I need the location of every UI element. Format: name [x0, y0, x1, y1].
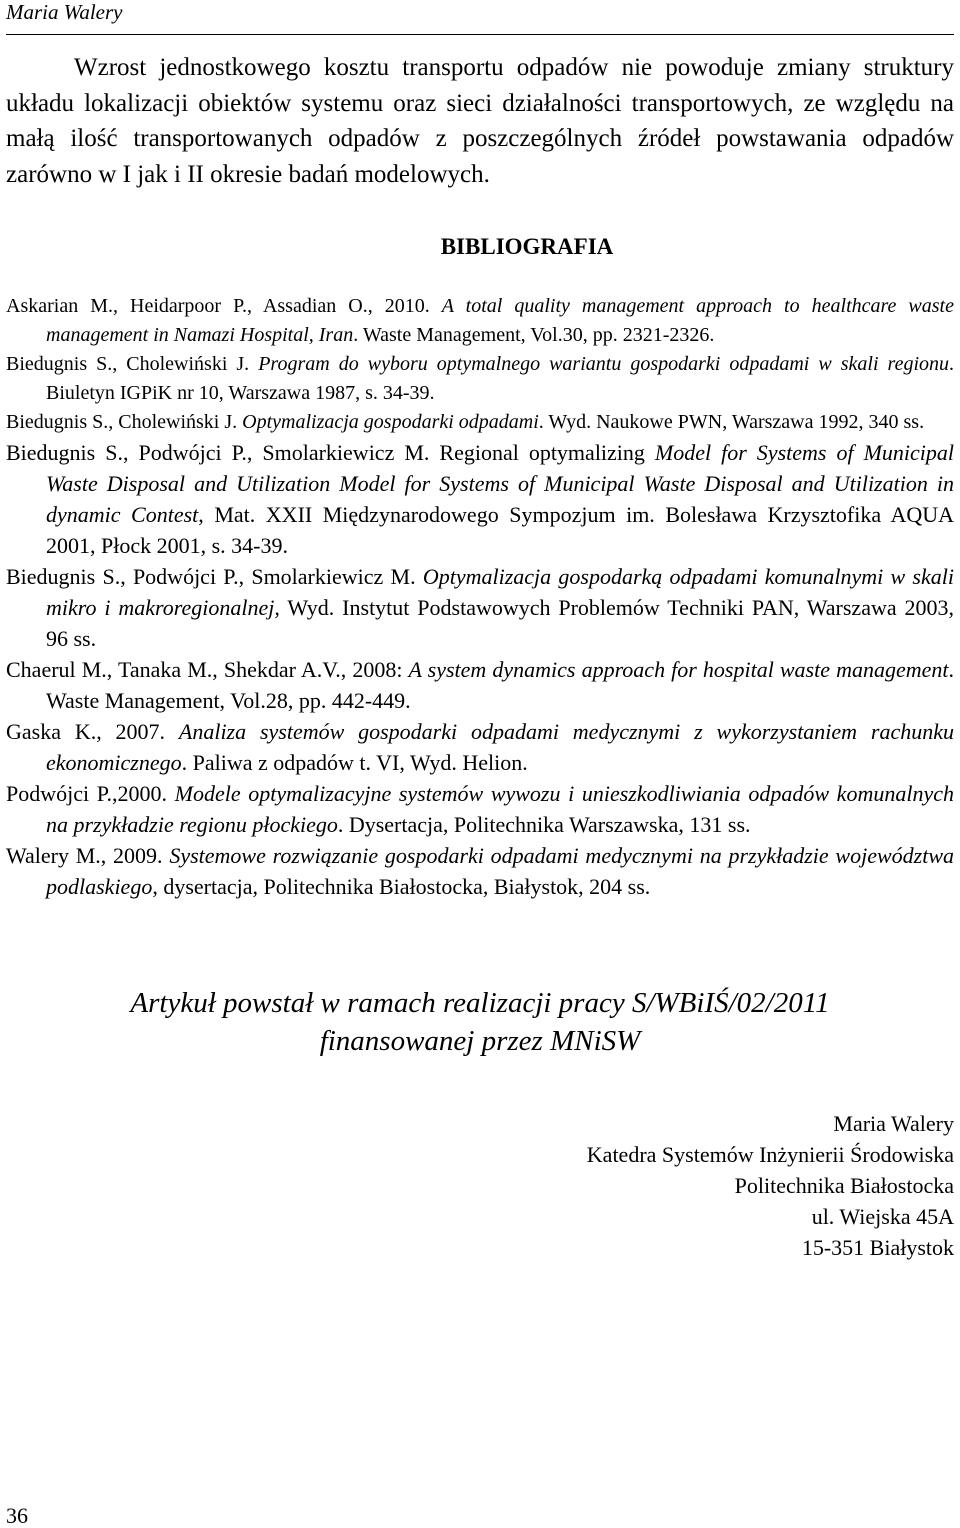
bib-entry — [6, 437, 954, 561]
bib-title: Analiza systemów gospodarki odpadami medycznymi z wykorzystaniem rachunku ekonomicznego — [46, 719, 954, 775]
bib-source: . Dysertacja, Politechnika Warszawska, 131 ss. — [337, 812, 751, 837]
bib-authors: Chaerul M., Tanaka M., Shekdar A.V., 2008: — [6, 657, 409, 682]
bib-authors: Biedugnis S., Cholewiński J. — [6, 353, 259, 375]
affiliation-department: Katedra Systemów Inżynierii Środowiska — [586, 1142, 954, 1167]
bib-title: Systemowe rozwiązanie gospodarki odpadami medycznymi na przykładzie województwa podlaskiego — [46, 843, 954, 899]
bib-authors: Biedugnis S., Cholewiński J. — [6, 411, 243, 433]
bib-entry — [6, 654, 954, 716]
bib-authors: Askarian M., Heidarpoor P., Assadian O., 2010. — [6, 295, 442, 317]
bib-entry — [6, 561, 954, 654]
bibliography-heading: BIBLIOGRAFIA — [440, 234, 614, 259]
bib-title: A system dynamics approach for hospital waste management — [408, 657, 949, 682]
acknowledgment-line: finansowanej przez MNiSW — [319, 1025, 641, 1057]
bib-authors: Biedugnis S., Podwójci P., Smolarkiewicz M. — [6, 564, 423, 589]
bib-source: . Waste Management, Vol.30, pp. 2321-2326. — [353, 324, 715, 346]
bib-authors: Podwójci P.,2000. — [6, 781, 175, 806]
bib-source: . Wyd. Naukowe PWN, Warszawa 1992, 340 ss. — [538, 411, 925, 433]
bib-title: Optymalizacja gospodarki odpadami — [242, 411, 539, 433]
bib-source: , dysertacja, Politechnika Białostocka, Białystok, 204 ss. — [152, 874, 651, 899]
bib-title: Model for Systems of Municipal Waste Disposal and Utilization Model for Systems of Municipal Waste Disposal and Utilization in dynamic Contest — [46, 440, 954, 527]
bib-entry — [6, 778, 954, 840]
acknowledgment — [0, 984, 960, 1060]
bib-title: Program do wyboru optymalnego wariantu gospodarki odpadami w skali regionu — [258, 353, 950, 375]
affiliation-city: 15-351 Białystok — [801, 1235, 954, 1260]
bib-authors: Gaska K., 2007. — [6, 719, 179, 744]
bib-source: . Paliwa z odpadów t. VI, Wyd. Helion. — [181, 750, 528, 775]
affiliation-street: ul. Wiejska 45A — [811, 1204, 954, 1229]
author-affiliation — [587, 1108, 954, 1263]
bib-entry — [6, 292, 954, 350]
bib-entry — [6, 716, 954, 778]
bib-source: . Waste Management, Vol.28, pp. 442-449. — [46, 657, 954, 713]
bib-title: A total quality management approach to healthcare waste management in Namazi Hospital, Iran — [46, 295, 954, 346]
bib-authors: Biedugnis S., Podwójci P., Smolarkiewicz M. Regional optymalizing — [6, 440, 655, 465]
body-paragraph: Wzrost jednostkowego kosztu transportu odpadów nie powoduje zmiany struktury układu lokalizacji obiektów systemu oraz sieci działalności transportowych, ze względu na małą ilość transportowanych odpadów z poszczególnych źródeł powstawania odpadów zarówno w I jak i II okresie badań modelowych. — [6, 54, 954, 188]
bib-entry — [6, 408, 954, 437]
affiliation-name: Maria Walery — [833, 1111, 954, 1136]
bib-source: , Mat. XXII Międzynarodowego Sympozjum im. Bolesława Krzysztofika AQUA 2001, Płock 2001, s. 34-39. — [46, 502, 954, 558]
bib-authors: Walery M., 2009. — [6, 843, 170, 868]
affiliation-university: Politechnika Białostocka — [734, 1173, 954, 1198]
bib-source: . Biuletyn IGPiK nr 10, Warszawa 1987, s. 34-39. — [46, 353, 955, 404]
page-number: 36 — [6, 1503, 28, 1528]
acknowledgment-line: Artykuł powstał w ramach realizacji pracy S/WBiIŚ/02/2011 — [130, 987, 830, 1019]
running-head-author: Maria Walery — [6, 0, 123, 24]
bibliography-list — [6, 292, 954, 902]
bib-entry — [6, 350, 954, 408]
bib-source: Wyd. Instytut Podstawowych Problemów Techniki PAN, Warszawa 2003, 96 ss. — [46, 595, 954, 651]
bib-title: Modele optymalizacyjne systemów wywozu i unieszkodliwiania odpadów komunalnych na przykładzie regionu płockiego — [46, 781, 954, 837]
header-rule — [6, 34, 954, 35]
bib-title: Optymalizacja gospodarką odpadami komunalnymi w skali mikro i makroregionalnej, — [46, 564, 954, 620]
bib-entry — [6, 840, 954, 902]
